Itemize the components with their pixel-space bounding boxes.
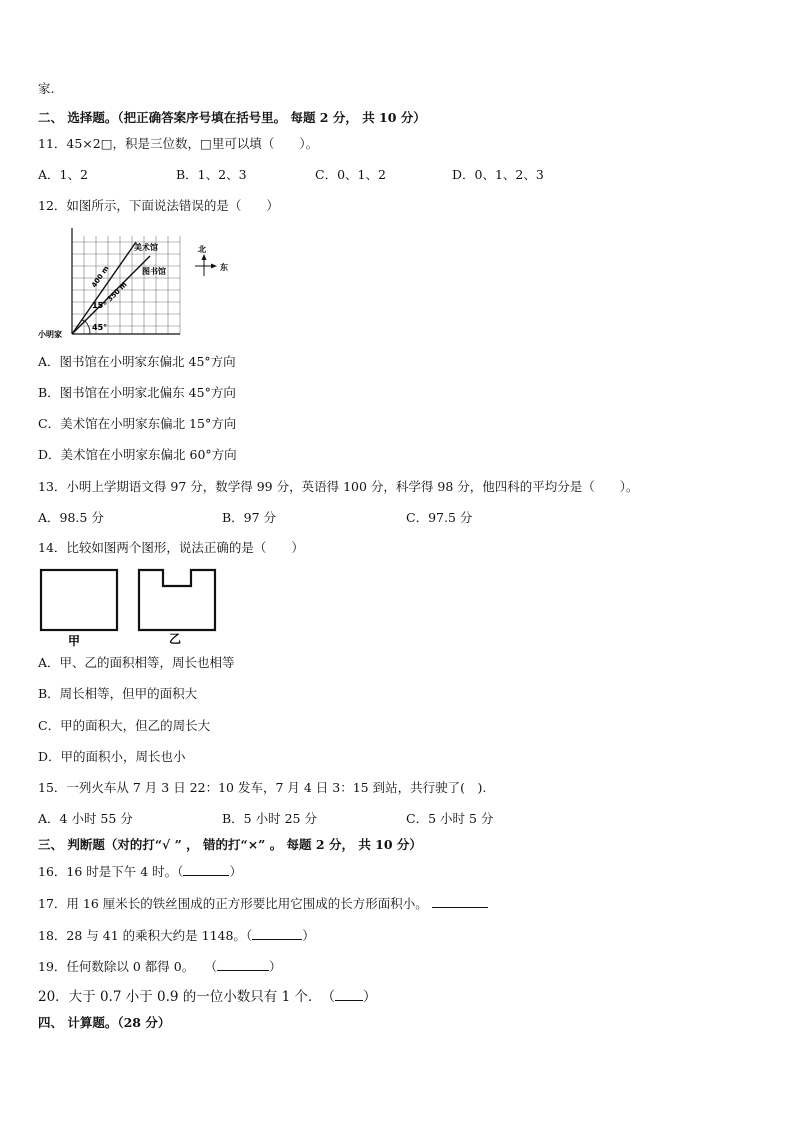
q11-option-c: C．0、1、2 [315, 167, 386, 182]
q19-close: ） [268, 959, 282, 974]
q12-option-c: C．美术馆在小明家东偏北 15°方向 [38, 416, 237, 431]
q16-close: ） [229, 864, 242, 879]
question-14: 14．比较如图两个图形，说法正确的是（ ） [38, 540, 304, 555]
shape-yi-label: 乙 [169, 632, 182, 646]
q13-option-b: B．97 分 [222, 510, 277, 525]
question-16 [38, 863, 242, 880]
label-angle-45: 45° [92, 323, 108, 332]
q20-text: 20．大于 0.7 小于 0.9 的一位小数只有 1 个． （ [38, 989, 335, 1005]
q11-option-a: A．1、2 [38, 167, 88, 182]
q17-text: 17．用 16 厘米长的铁丝围成的正方形要比用它围成的长方形面积小。 [38, 896, 428, 911]
label-museum: 美术馆 [134, 243, 158, 252]
question-12: 12．如图所示，下面说法错误的是（ ） [38, 198, 279, 213]
q11-option-b: B．1、2、3 [176, 167, 247, 182]
q19-answer-blank[interactable] [217, 958, 269, 971]
q14-shapes-figure [38, 566, 228, 648]
q19-text: 19．任何数除以 0 都得 0。 （ [38, 959, 217, 974]
q11-option-d: D．0、1、2、3 [452, 167, 544, 182]
shape-jia-label: 甲 [68, 634, 81, 648]
section-heading-choice: 二、 选择题。（把正确答案序号填在括号里。 每题 2 分， 共 10 分） [38, 110, 426, 125]
q14-option-c: C．甲的面积大，但乙的周长大 [38, 718, 211, 733]
q14-option-b: B．周长相等，但甲的面积大 [38, 686, 198, 701]
q12-option-b: B．图书馆在小明家北偏东 45°方向 [38, 385, 236, 400]
compass-east-label: 东 [220, 263, 228, 272]
label-angle-15: 15° [92, 301, 108, 310]
q20-close: ） [362, 989, 377, 1005]
q12-option-a: A．图书馆在小明家东偏北 45°方向 [38, 354, 236, 369]
q17-answer-blank[interactable] [432, 895, 488, 908]
question-18 [38, 927, 315, 944]
question-17 [38, 895, 488, 912]
continued-text: 家. [38, 81, 55, 96]
q14-option-d: D．甲的面积小，周长也小 [38, 749, 186, 764]
shape-yi [139, 570, 215, 630]
question-15: 15．一列火车从 7 月 3 日 22：10 发车，7 月 4 日 3：15 到站，共行驶了( ). [38, 780, 487, 795]
section-heading-judgement: 三、 判断题（对的打“√ ” ， 错的打“×” 。 每题 2 分， 共 10 分） [38, 837, 422, 852]
label-dist-museum: 400 m [90, 264, 111, 290]
label-dist-library: 350 m [105, 280, 129, 304]
q16-text: 16．16 时是下午 4 时。（ [38, 864, 184, 879]
compass-north-label: 北 [198, 245, 206, 254]
question-13: 13．小明上学期语文得 97 分，数学得 99 分，英语得 100 分，科学得 98 分，他四科的平均分是（ ）。 [38, 479, 639, 494]
q12-option-d: D．美术馆在小明家东偏北 60°方向 [38, 447, 237, 462]
q16-answer-blank[interactable] [183, 863, 229, 876]
label-home: 小明家 [38, 330, 62, 339]
compass-icon [195, 244, 228, 276]
question-20 [38, 988, 376, 1005]
q13-option-c: C．97.5 分 [406, 510, 473, 525]
q18-close: ） [302, 928, 315, 943]
q15-option-c: C．5 小时 5 分 [406, 811, 494, 826]
question-11: 11．45×2□，积是三位数，□里可以填（ ）。 [38, 136, 319, 151]
label-library: 图书馆 [142, 267, 166, 276]
q13-option-a: A．98.5 分 [38, 510, 104, 525]
q15-option-a: A．4 小时 55 分 [38, 811, 133, 826]
q12-direction-diagram [38, 222, 238, 348]
q18-answer-blank[interactable] [252, 927, 302, 940]
q15-option-b: B．5 小时 25 分 [222, 811, 317, 826]
q20-answer-blank[interactable] [335, 988, 363, 1001]
section-heading-calculation: 四、 计算题。（28 分） [38, 1015, 171, 1030]
q14-option-a: A．甲、乙的面积相等，周长也相等 [38, 655, 235, 670]
q18-text: 18．28 与 41 的乘积大约是 1148。（ [38, 928, 253, 943]
shape-jia [41, 570, 117, 630]
question-19 [38, 958, 281, 975]
